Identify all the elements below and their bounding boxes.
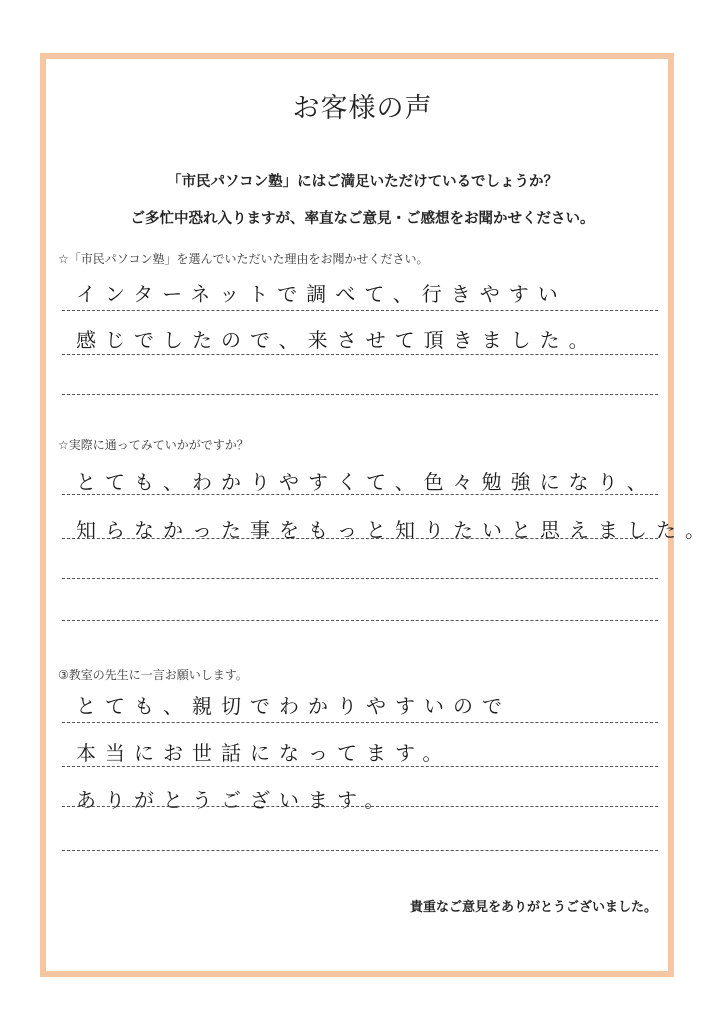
answer-3-line-3: ありがとうございます。 (76, 788, 394, 812)
question-2-label: ☆実際に通ってみていかがですか？ (58, 438, 249, 452)
question-1-label: ☆「市民パソコン塾」を選んでいただいた理由をお聞かせください。 (58, 252, 429, 266)
answer-rule (62, 722, 658, 723)
answer-3-line-1: とても、親切でわかりやすいので (76, 694, 511, 718)
intro-question: 「市民パソコン塾」にはご満足いただけているでしょうか？ (166, 174, 559, 190)
answer-1-line-2: 感じでしたので、来させて頂きました。 (76, 328, 598, 352)
answer-rule (62, 494, 658, 495)
answer-rule (62, 806, 658, 807)
answer-rule (62, 766, 658, 767)
answer-2-line-2: 知らなかった事をもっと知りたいと思えました。 (76, 518, 714, 542)
question-3-label: ③教室の先生に一言お願いします。 (58, 668, 248, 682)
intro-request: ご多忙中恐れ入りますが、率直なご意見・ご感想をお聞かせください。 (130, 211, 595, 227)
answer-3-line-2: 本当にお世話になってます。 (76, 741, 452, 765)
answer-rule (62, 354, 658, 355)
answer-rule (62, 620, 658, 621)
answer-rule (62, 850, 658, 851)
answer-2-line-1: とても、わかりやすくて、色々勉強になり、 (76, 470, 656, 494)
answer-rule (62, 394, 658, 395)
answer-rule (62, 538, 658, 539)
thanks-message: 貴重なご意見をありがとうございました。 (409, 900, 657, 915)
answer-rule (62, 578, 658, 579)
answer-1-line-1: インターネットで調べて、行きやすい (76, 282, 567, 306)
page-title: お客様の声 (292, 93, 433, 124)
answer-rule (62, 310, 658, 311)
